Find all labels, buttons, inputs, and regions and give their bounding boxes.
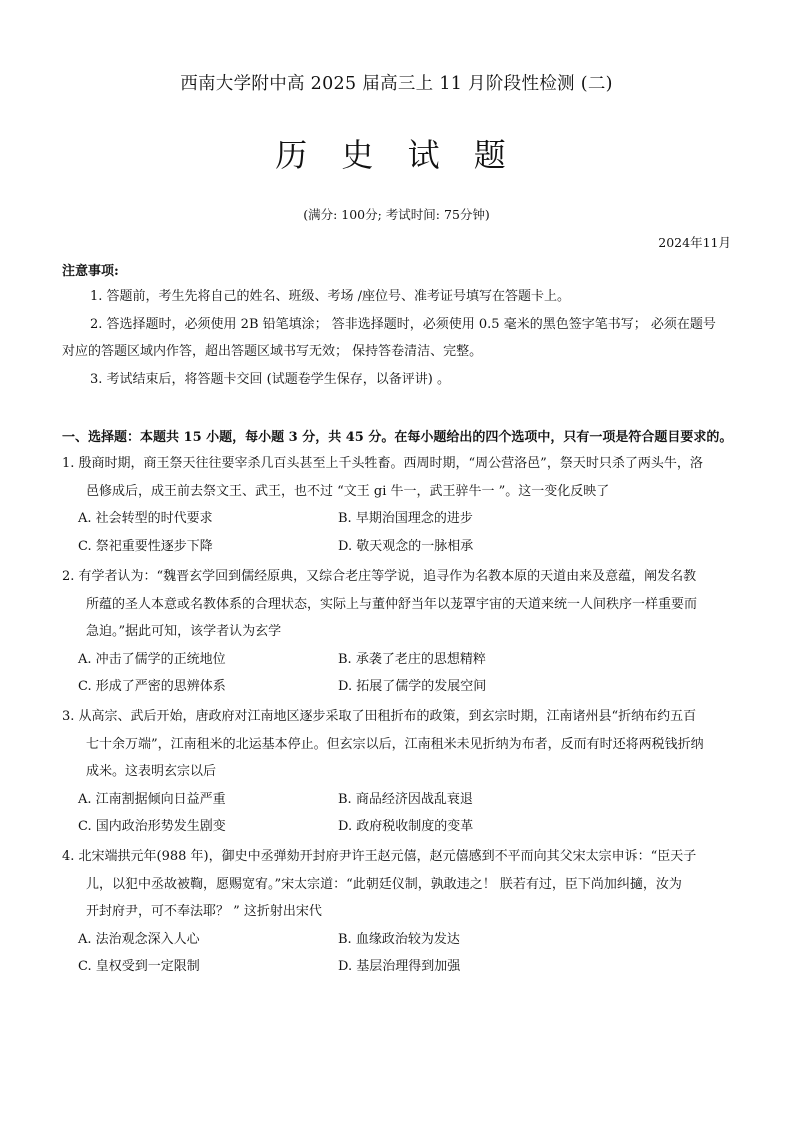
exam-info: (满分: 100分; 考试时间: 75分钟): [303, 207, 490, 222]
option-d: D. 基层治理得到加强: [338, 959, 461, 974]
question-stem: 1. 殷商时期，商王祭天往往要宰杀几百头甚至上千头牲畜。西周时期，“周公营洛邑”，祭天时只杀了两头牛，洛 邑修成后，成王前去祭文王、武王，也不过 “文王 gi 牛一，武王骍牛一 ”。这一变化反映了: [62, 456, 703, 499]
option-d: D. 拓展了儒学的发展空间: [338, 679, 487, 694]
option-b: B. 承袭了老庄的思想精粹: [338, 651, 486, 667]
page-title: 历 史 试 题: [275, 136, 518, 174]
note-item-1: 1. 答题前，考生先将自己的姓名、班级、考场 /座位号、准考证号填写在答题卡上。: [90, 289, 571, 304]
note-item-3: 3. 考试结束后，将答题卡交回 (试题卷学生保存，以备评讲) 。: [90, 372, 450, 387]
school-exam-line: 西南大学附中高 2025 届高三上 11 月阶段性检测 (二): [180, 74, 613, 94]
note-item-2: 2. 答选择题时，必须使用 2B 铅笔填涂； 答非选择题时，必须使用 0.5 毫米的黑色签字笔书写； 必须在题号 对应的答题区域内作答，超出答题区域书写无效； 保持答卷清洁、完整。: [62, 317, 716, 359]
option-d: D. 敬天观念的一脉相承: [338, 538, 474, 554]
question-stem: 3. 从高宗、武后开始，唐政府对江南地区逐步采取了田租折布的政策，到玄宗时期，江南诸州县“折纳布约五百 七十余万端”，江南租米的北运基本停止。但玄宗以后，江南租米未见折纳为布者，反而有时还将两税钱折纳 成米。这表明玄宗以后: [62, 709, 704, 779]
question-4: [62, 843, 732, 981]
option-a: A. 冲击了儒学的正统地位: [78, 651, 226, 667]
option-b: B. 早期治国理念的进步: [338, 511, 473, 526]
exam-date: 2024年11月: [658, 235, 731, 250]
option-d: D. 政府税收制度的变革: [338, 819, 474, 834]
options: [62, 786, 732, 841]
options: [62, 646, 732, 701]
option-a: A. 江南割据倾向日益严重: [78, 791, 226, 807]
notes-heading: 注意事项:: [62, 264, 119, 279]
section-heading: 一、选择题：本题共 15 小题，每小题 3 分，共 45 分。在每小题给出的四个选项中，只有一项是符合题目要求的。: [62, 430, 733, 445]
option-c: C. 祭祀重要性逐步下降: [78, 538, 213, 554]
option-b: B. 血缘政治较为发达: [338, 931, 460, 947]
option-c: C. 皇权受到一定限制: [78, 959, 200, 974]
options: [62, 505, 732, 560]
option-c: C. 国内政治形势发生剧变: [78, 819, 226, 834]
question-2: [62, 563, 732, 701]
option-a: A. 社会转型的时代要求: [78, 511, 213, 526]
option-c: C. 形成了严密的思辨体系: [78, 679, 226, 694]
question-1: [62, 450, 732, 560]
option-b: B. 商品经济因战乱衰退: [338, 791, 473, 807]
question-stem: 4. 北宋端拱元年(988 年)，御史中丞弹劾开封府尹许王赵元僖，赵元僖感到不平而向其父宋太宗申诉：“臣天子 儿，以犯中丞故被鞫，愿赐宽宥。”宋太宗道：“此朝廷仪制，孰敢违之！ 朕若有过，臣下尚加纠擿，汝为 开封府尹，可不奉法耶？ ” 这折射出宋代: [62, 849, 697, 919]
options: [62, 926, 732, 981]
question-stem: 2. 有学者认为：“魏晋玄学回到儒经原典，又综合老庄等学说，追寻作为名教本原的天道由来及意蕴，阐发名教 所蕴的圣人本意或名教体系的合理状态，实际上与董仲舒当年以茏罩宇宙的天道来统一人间秩序一样重要而 急迫。”据此可知，该学者认为玄学: [62, 569, 698, 639]
option-a: A. 法治观念深入人心: [78, 931, 200, 947]
question-3: [62, 703, 732, 841]
